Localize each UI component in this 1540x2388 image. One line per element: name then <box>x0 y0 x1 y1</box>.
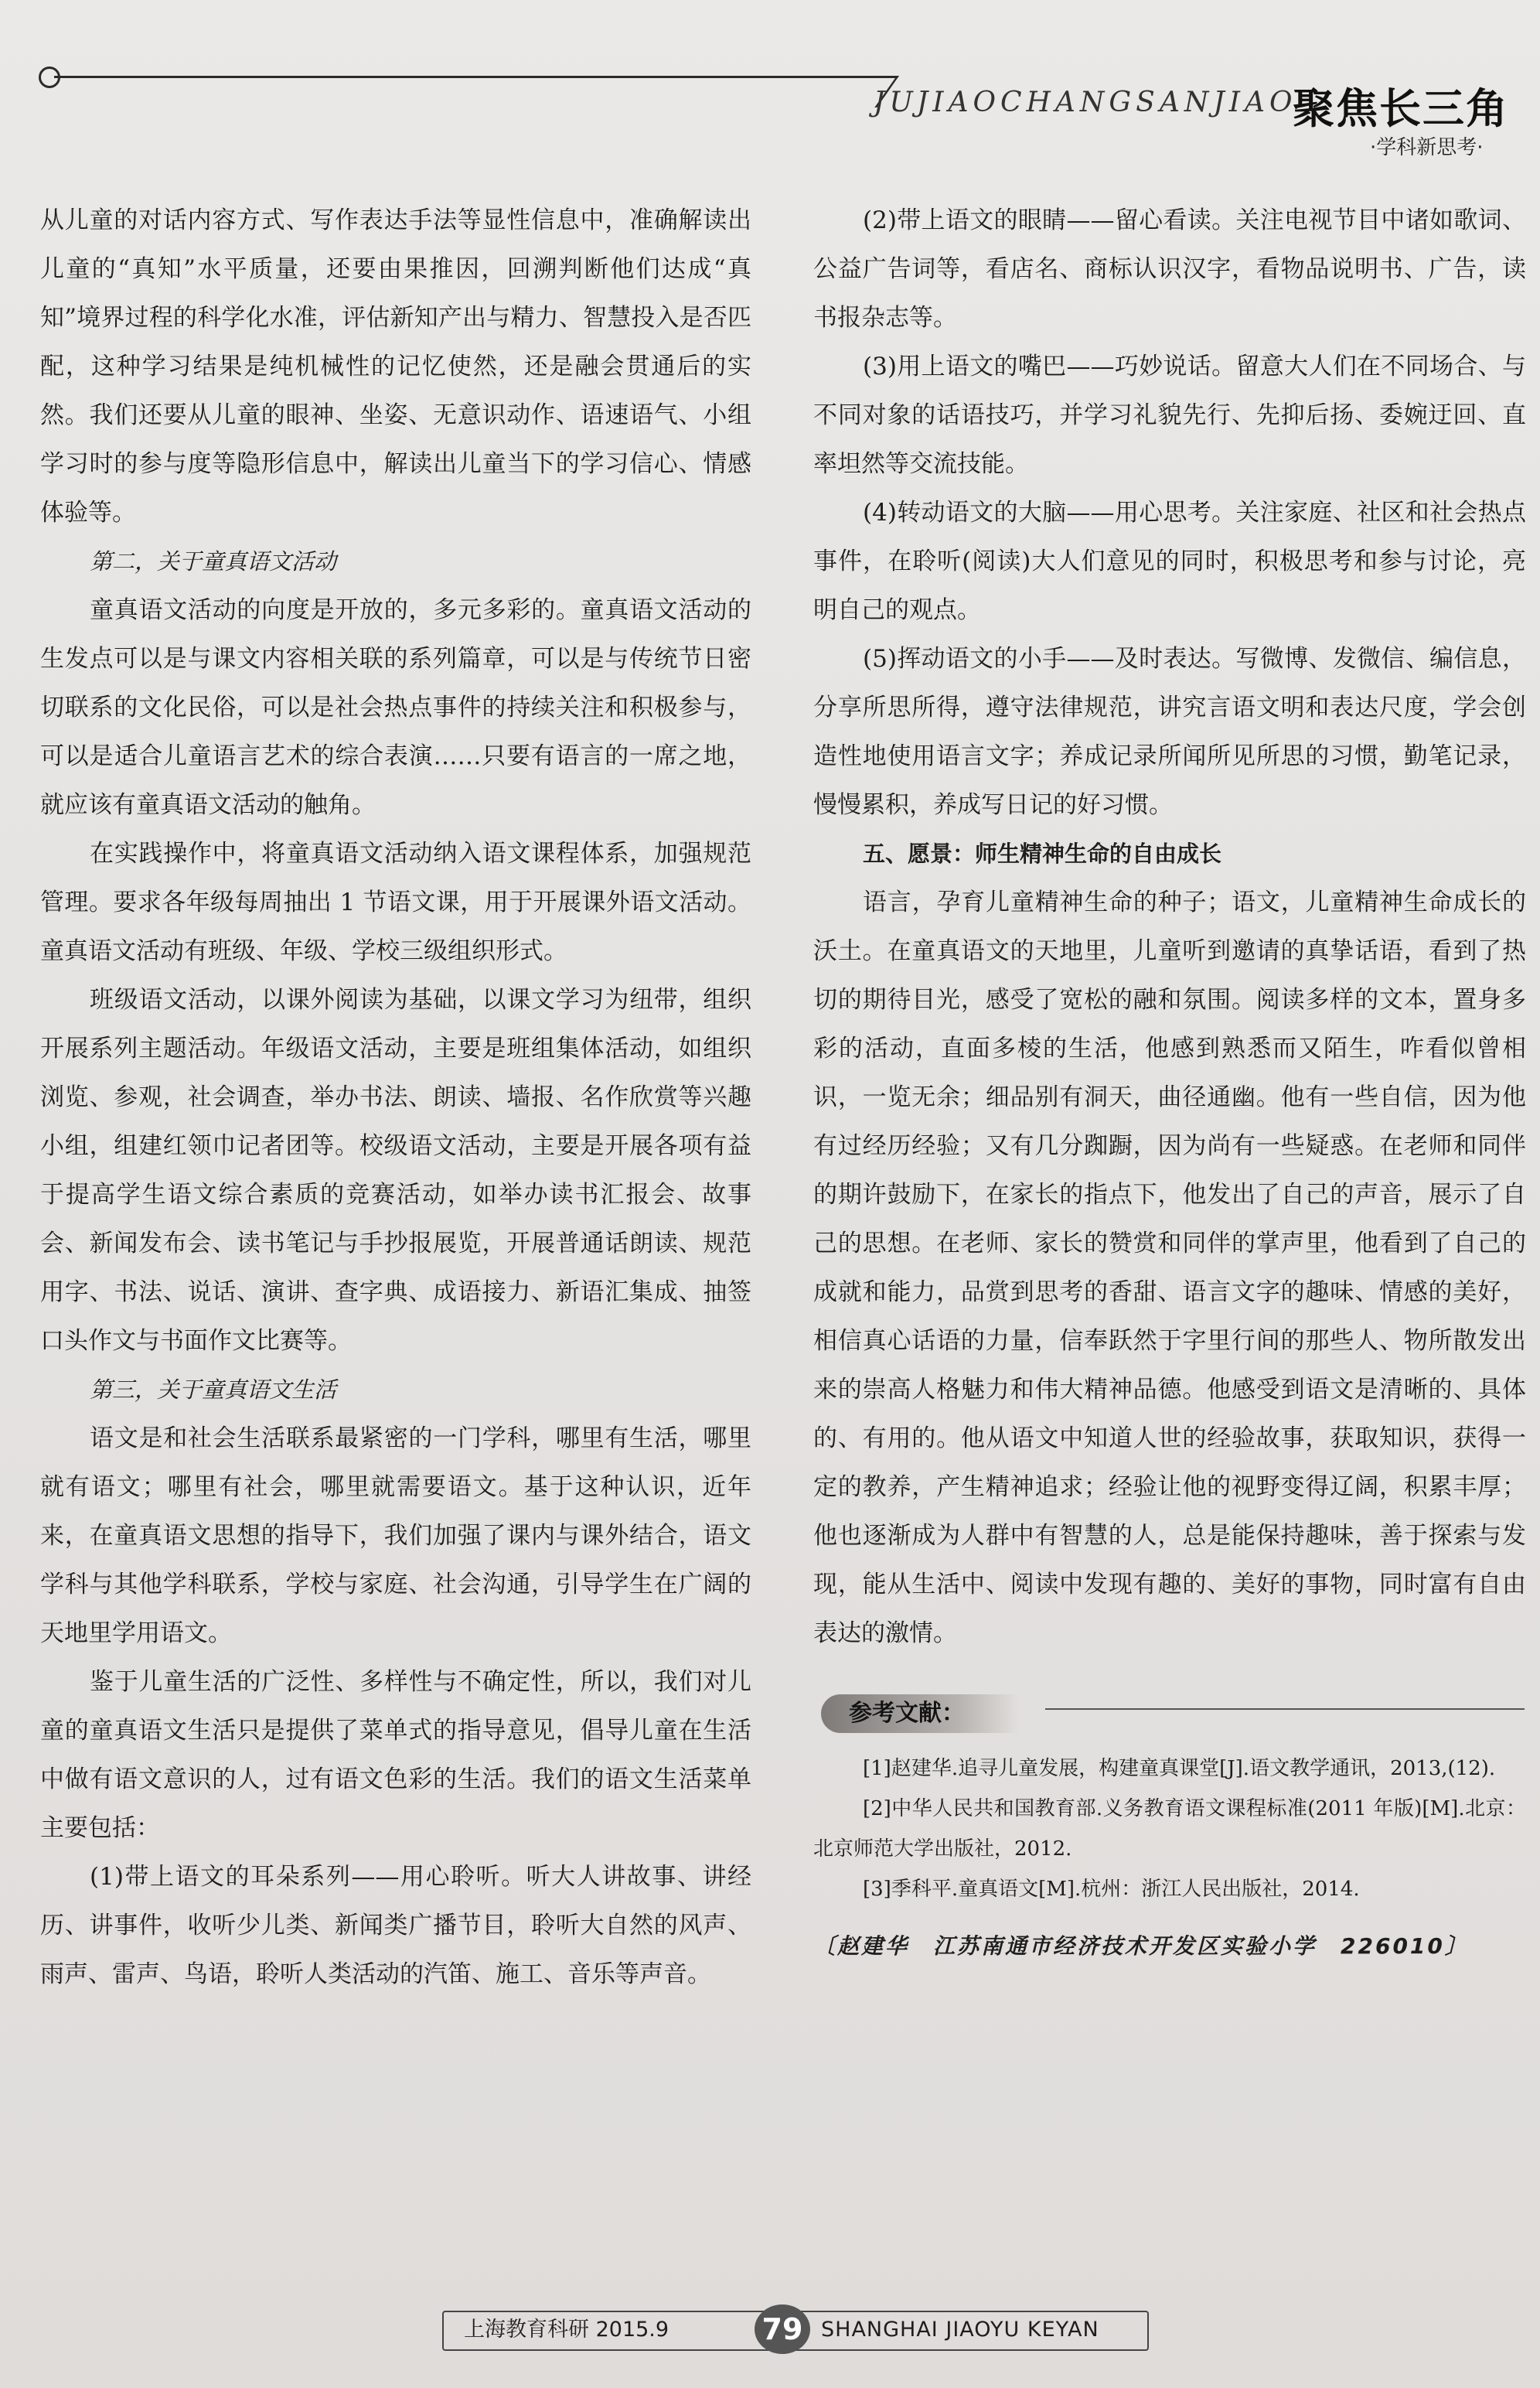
footer-journal-en: SHANGHAI JIAOYU KEYAN <box>821 2318 1099 2342</box>
references-header <box>813 1689 1526 1738</box>
reference-list <box>813 1748 1526 1909</box>
author-affiliation: 〔赵建华 江苏南通市经济技术开发区实验小学 226010〕 <box>813 1933 1469 1959</box>
paragraph: 语文是和社会生活联系最紧密的一门学科，哪里有生活，哪里就有语文；哪里有社会，哪里就需要语文。基于这种认识，近年来，在童真语文思想的指导下，我们加强了课内与课外结合，语文学科与其他学科联系，学校与家庭、社会沟通，引导学生在广阔的天地里学用语文。 <box>40 1424 751 1647</box>
column-title: 聚焦长三角 <box>1293 84 1509 133</box>
subsection-heading: 第三，关于童真语文生活 <box>90 1377 337 1403</box>
left-column <box>40 196 751 1999</box>
paragraph: (3)用上语文的嘴巴——巧妙说话。留意大人们在不同场合、与不同对象的话语技巧，并学习礼貌先行、先抑后扬、委婉迂回、直率坦然等交流技能。 <box>813 353 1526 478</box>
paragraph: 班级语文活动，以课外阅读为基础，以课文学习为纽带，组织开展系列主题活动。年级语文活动，主要是班组集体活动，如组织浏览、参观，社会调查，举办书法、朗读、墙报、名作欣赏等兴趣小组，组建红领巾记者团等。校级语文活动，主要是开展各项有益于提高学生语文综合素质的竞赛活动，如举办读书汇报会、故事会、新闻发布会、读书笔记与手抄报展览，开展普通话朗读、规范用字、书法、说话、演讲、查字典、成语接力、新语汇集成、抽签口头作文与书面作文比赛等。 <box>40 986 751 1355</box>
paragraph: (2)带上语文的眼睛——留心看读。关注电视节目中诸如歌词、公益广告词等，看店名、商标认识汉字，看物品说明书、广告，读书报杂志等。 <box>813 206 1526 332</box>
paragraph: 从儿童的对话内容方式、写作表达手法等显性信息中，准确解读出儿童的“真知”水平质量，还要由果推因，回溯判断他们达成“真知”境界过程的科学化水准，评估新知产出与精力、智慧投入是否匹配，这种学习结果是纯机械性的记忆使然，还是融会贯通后的实然。我们还要从儿童的眼神、坐姿、无意识动作、语速语气、小组学习时的参与度等隐形信息中，解读出儿童当下的学习信心、情感体验等。 <box>40 206 751 527</box>
paragraph: (5)挥动语文的小手——及时表达。写微博、发微信、编信息，分享所思所得，遵守法律规范，讲究言语文明和表达尺度，学会创造性地使用语言文字；养成记录所闻所见所思的习惯，勤笔记录，慢慢累积，养成写日记的好习惯。 <box>813 645 1526 819</box>
reference-item: [3]季科平.童真语文[M].杭州：浙江人民出版社，2014. <box>863 1878 1360 1901</box>
section-heading: 五、愿景：师生精神生命的自由成长 <box>863 841 1222 867</box>
column-subtitle: ·学科新思考· <box>1370 136 1484 159</box>
paragraph: 语言，孕育儿童精神生命的种子；语文，儿童精神生命成长的沃土。在童真语文的天地里，儿童听到邀请的真挚话语，看到了热切的期待目光，感受了宽松的融和氛围。阅读多样的文本，置身多彩的活动，直面多棱的生活，他感到熟悉而又陌生，咋看似曾相识，一览无余；细品别有洞天，曲径通幽。他有一些自信，因为他有过经历经验；又有几分踟蹰，因为尚有一些疑惑。在老师和同伴的期许鼓励下，在家长的指点下，他发出了自己的声音，展示了自己的思想。在老师、家长的赞赏和同伴的掌声里，他看到了自己的成就和能力，品赏到思考的香甜、语言文字的趣味、情感的美好，相信真心话语的力量，信奉跃然于字里行间的那些人、物所散发出来的崇高人格魅力和伟大精神品德。他感受到语文是清晰的、具体的、有用的。他从语文中知道人世的经验故事，获取知识，获得一定的教养，产生精神追求；经验让他的视野变得辽阔，积累丰厚；他也逐渐成为人群中有智慧的人，总是能保持趣味，善于探索与发现，能从生活中、阅读中发现有趣的、美好的事物，同时富有自由表达的激情。 <box>813 889 1526 1647</box>
header-rule <box>54 76 827 78</box>
footer-journal: 上海教育科研 2015.9 <box>464 2318 669 2342</box>
page-number: 79 <box>755 2304 810 2354</box>
references-label: 参考文献： <box>821 1694 1019 1733</box>
subsection-heading: 第二，关于童真语文活动 <box>90 548 337 575</box>
paragraph: (4)转动语文的大脑——用心思考。关注家庭、社区和社会热点事件，在聆听(阅读)大人们意见的同时，积极思考和参与讨论，亮明自己的观点。 <box>813 499 1526 624</box>
reference-item: [2]中华人民共和国教育部.义务教育语文课程标准(2011 年版)[M].北京：北京师范大学出版社，2012. <box>813 1797 1526 1861</box>
paragraph: 在实践操作中，将童真语文活动纳入语文课程体系，加强规范管理。要求各年级每周抽出 1 节语文课，用于开展课外语文活动。童真语文活动有班级、年级、学校三级组织形式。 <box>40 840 751 965</box>
paragraph: 童真语文活动的向度是开放的，多元多彩的。童真语文活动的生发点可以是与课文内容相关联的系列篇章，可以是与传统节日密切联系的文化民俗，可以是社会热点事件的持续关注和积极参与，可以是适合儿童语言艺术的综合表演……只要有语言的一席之地，就应该有童真语文活动的触角。 <box>40 596 751 819</box>
header-pinyin: JUJIAOCHANGSANJIAO <box>874 87 1297 118</box>
right-column <box>813 196 1526 1968</box>
references-rule <box>1045 1708 1525 1710</box>
reference-item: [1]赵建华.追寻儿童发展，构建童真课堂[J].语文教学通讯，2013,(12). <box>863 1757 1496 1780</box>
paragraph: 鉴于儿童生活的广泛性、多样性与不确定性，所以，我们对儿童的童真语文生活只是提供了菜单式的指导意见，倡导儿童在生活中做有语文意识的人，过有语文色彩的生活。我们的语文生活菜单主要包括： <box>40 1668 751 1842</box>
paragraph: (1)带上语文的耳朵系列——用心聆听。听大人讲故事、讲经历、讲事件，收听少儿类、新闻类广播节目，聆听大自然的风声、雨声、雷声、鸟语，聆听人类活动的汽笛、施工、音乐等声音。 <box>40 1863 751 1988</box>
